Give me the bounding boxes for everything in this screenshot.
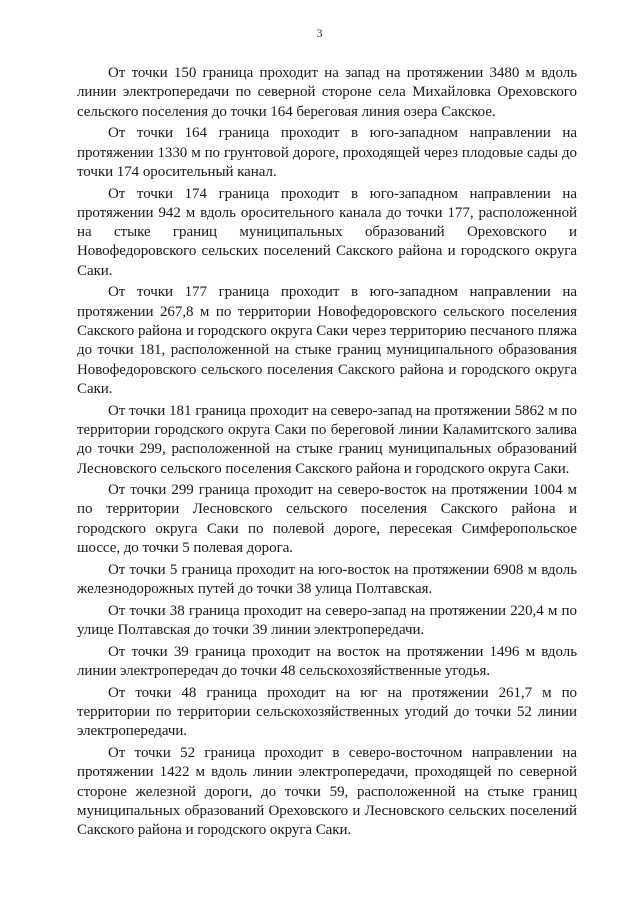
- paragraph: От точки 48 граница проходит на юг на протяжении 261,7 м по территории по территории сельскохозяйственных угодий до точки 52 линии электропередачи.: [77, 684, 577, 740]
- paragraph: От точки 174 граница проходит в юго-западном направлении на протяжении 942 м вдоль оросительного канала до точки 177, расположенной на стыке границ муниципальных образований Ореховского и Новофедоровского сельских поселений Сакского района и городского округа Саки.: [77, 185, 577, 279]
- paragraph: От точки 299 граница проходит на северо-восток на протяжении 1004 м по территории Лесновского сельского поселения Сакского района и городского округа Саки по полевой дороге, пересекая Симферопольское шоссе, до точки 5 полевая дорога.: [77, 482, 577, 557]
- paragraph: От точки 39 граница проходит на восток на протяжении 1496 м вдоль линии электропередач до точки 48 сельскохозяйственные угодья.: [77, 643, 577, 680]
- paragraph: От точки 181 граница проходит на северо-запад на протяжении 5862 м по территории городского округа Саки по береговой линии Каламитского залива до точки 299, расположенной на стыке границ муниципальных образований Лесновского сельского поселения Сакского района и городского округа Саки.: [77, 402, 577, 477]
- document-body: [77, 64, 577, 840]
- paragraph: От точки 52 граница проходит в северо-восточном направлении на протяжении 1422 м вдоль линии электропередачи, проходящей по северной стороне железной дороги, до точки 59, расположенной на стыке границ муниципальных образований Ореховского и Лесновского сельских поселений Сакского района и городского округа Саки.: [77, 745, 577, 839]
- paragraph: От точки 38 граница проходит на северо-запад на протяжении 220,4 м по улице Полтавская до точки 39 линии электропередачи.: [77, 602, 577, 639]
- paragraph: От точки 5 граница проходит на юго-восток на протяжении 6908 м вдоль железнодорожных путей до точки 38 улица Полтавская.: [77, 561, 577, 598]
- paragraph: От точки 150 граница проходит на запад на протяжении 3480 м вдоль линии электропередачи по северной стороне села Михайловка Ореховского сельского поселения до точки 164 береговая линия озера Сакское.: [77, 65, 577, 120]
- paragraph: От точки 177 граница проходит в юго-западном направлении на протяжении 267,8 м по территории Новофедоровского сельского поселения Сакского района и городского округа Саки через территорию песчаного пляжа до точки 181, расположенной на стыке границ муниципального образования Новофедоровского сельского поселения Сакского района и городского округа Саки.: [77, 284, 577, 397]
- page-number: 3: [316, 26, 323, 40]
- paragraph: От точки 164 граница проходит в юго-западном направлении на протяжении 1330 м по грунтовой дороге, проходящей через плодовые сады до точки 174 оросительный канал.: [77, 125, 577, 180]
